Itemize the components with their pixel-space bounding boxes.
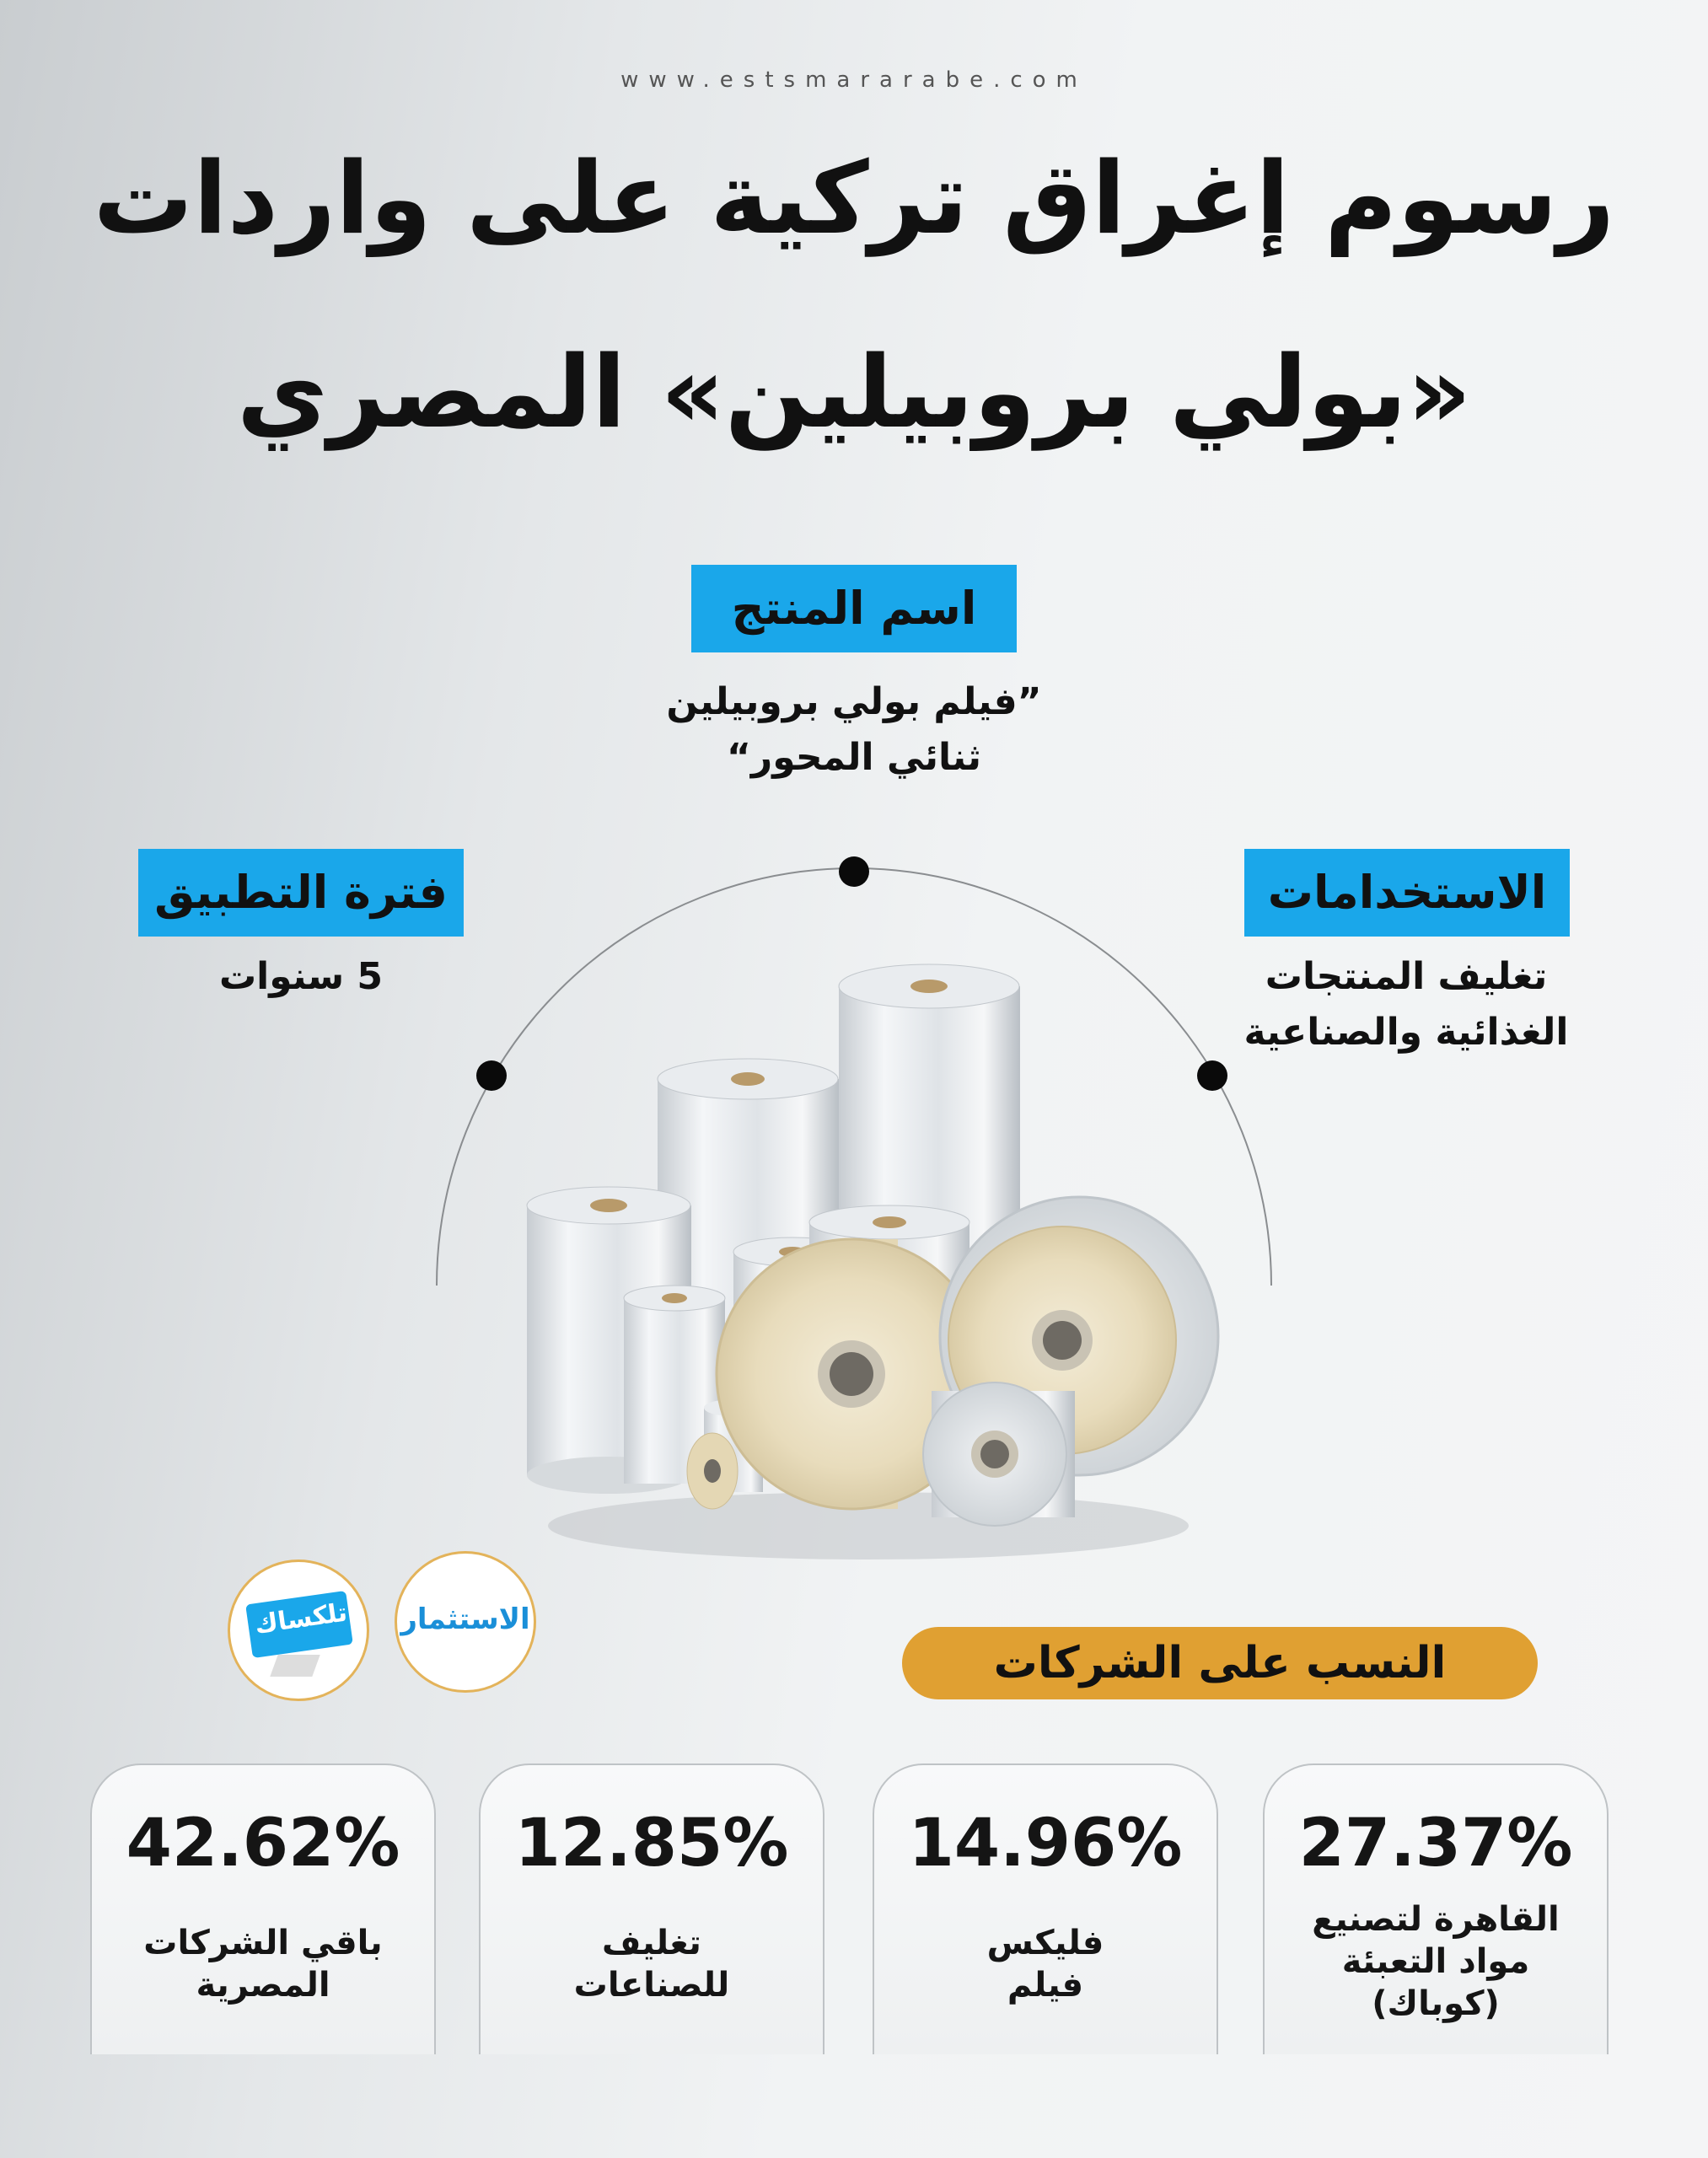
share-label — [874, 1922, 1217, 2006]
share-percent: 42.62% — [126, 1806, 400, 1882]
period-label: فترة التطبيق — [138, 849, 464, 937]
share-percent: 27.37% — [1298, 1806, 1573, 1882]
share-label-line: تغليف — [602, 1924, 701, 1962]
share-card — [873, 1763, 1218, 2054]
share-card — [90, 1763, 436, 2054]
share-label-line: (كوباك) — [1372, 1984, 1500, 2023]
uses-label: الاستخدامات — [1244, 849, 1570, 937]
share-label-line: فليكس — [986, 1924, 1104, 1962]
share-label-line: للصناعات — [573, 1966, 730, 2005]
istithmar-logo-text: الاستثمار — [400, 1602, 530, 1636]
shares-header: النسب على الشركات — [902, 1627, 1538, 1699]
istithmar-logo — [395, 1551, 536, 1693]
period-value: 5 سنوات — [218, 955, 384, 998]
film-rolls-image — [506, 961, 1231, 1568]
main-title-line-2: «بولي بروبيلين» المصري — [236, 334, 1472, 450]
product-name-value-line-2: ثنائي المحور“ — [726, 736, 981, 779]
share-label — [92, 1922, 434, 2006]
share-card — [1263, 1763, 1609, 2054]
share-label-line: مواد التعبئة — [1341, 1942, 1530, 1981]
share-label — [1265, 1898, 1607, 2025]
arc-dot-left — [476, 1060, 507, 1091]
share-label-line: فيلم — [1007, 1966, 1084, 2005]
telecast-logo-tail — [270, 1655, 320, 1677]
share-label — [481, 1922, 823, 2006]
uses-value-line-1: تغليف المنتجات — [1265, 955, 1548, 998]
product-name-label: اسم المنتج — [691, 565, 1017, 652]
telecast-logo — [228, 1559, 369, 1701]
product-name-value-line-1: ”فيلم بولي بروبيلين — [666, 680, 1042, 723]
main-title-line-1: رسوم إغراق تركية على واردات — [93, 140, 1615, 256]
share-percent: 12.85% — [514, 1806, 789, 1882]
uses-value-line-2: الغذائية والصناعية — [1243, 1011, 1569, 1054]
share-label-line: باقي الشركات — [143, 1924, 383, 1962]
share-card — [479, 1763, 824, 2054]
share-label-line: القاهرة لتصنيع — [1312, 1900, 1560, 1939]
share-label-line: المصرية — [196, 1966, 330, 2005]
site-url: www.estsmararabe.com — [620, 67, 1088, 93]
telecast-logo-text: تلكساك — [252, 1597, 350, 1640]
arc-dot-top — [839, 856, 869, 887]
share-percent: 14.96% — [908, 1806, 1183, 1882]
